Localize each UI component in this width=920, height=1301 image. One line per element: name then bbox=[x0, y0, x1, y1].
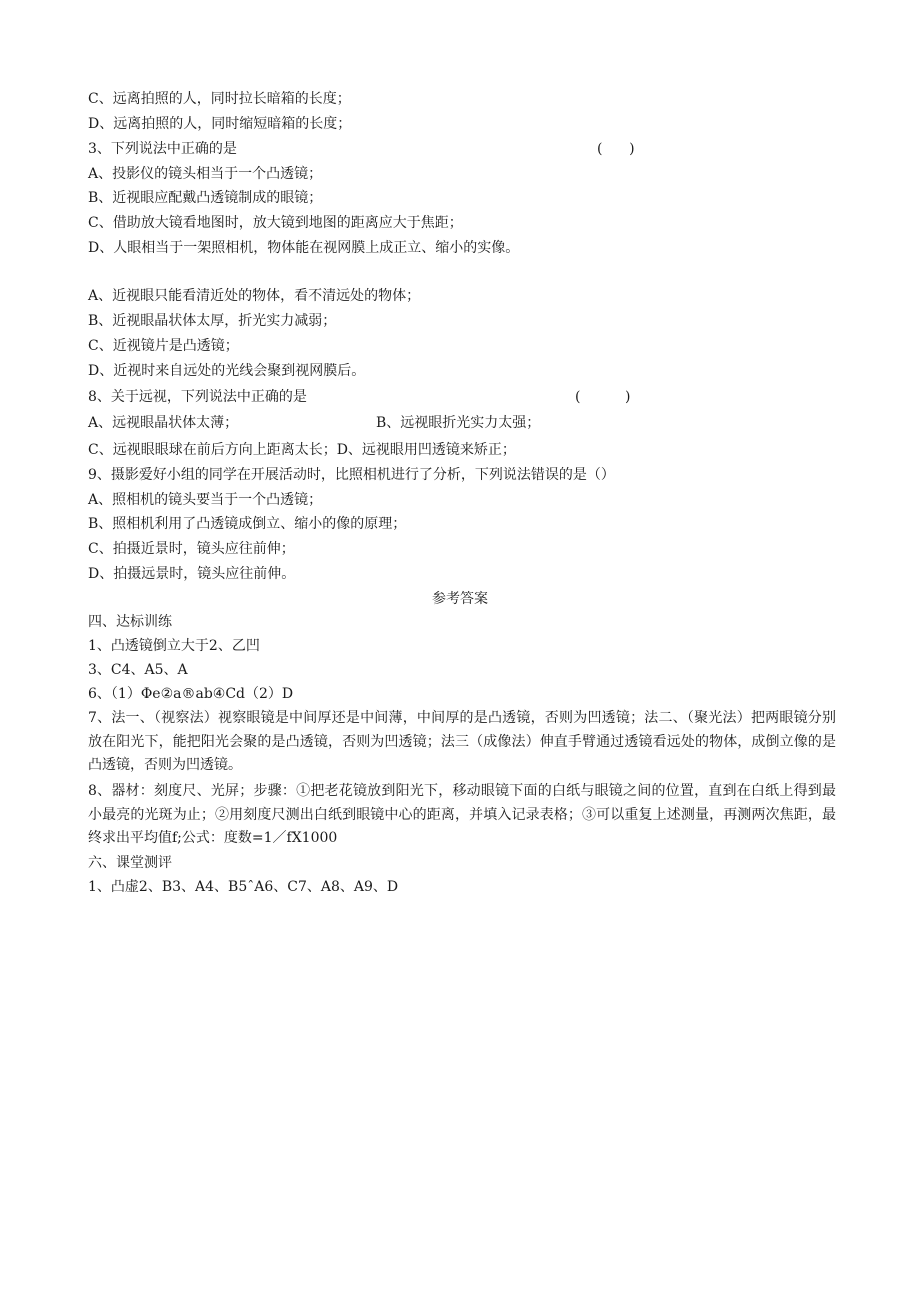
q2-option-d: D、远离拍照的人，同时缩短暗箱的长度； bbox=[88, 116, 352, 132]
answer-3: 3、C4、A5、A bbox=[88, 662, 188, 678]
q8-option-b: B、远视眼折光实力太强； bbox=[376, 415, 541, 431]
q3-option-c: C、借助放大镜看地图时，放大镜到地图的距离应大于焦距； bbox=[88, 215, 463, 231]
section-6-heading: 六、课堂测评 bbox=[88, 855, 172, 871]
q8-stem: 8、关于远视，下列说法中正确的是 bbox=[88, 389, 307, 405]
q3-option-b: B、近视眼应配戴凸透镜制成的眼镜； bbox=[88, 190, 323, 206]
q8-option-a: A、远视眼晶状体太薄； bbox=[88, 415, 239, 431]
q2-option-c: C、远离拍照的人，同时拉长暗箱的长度； bbox=[88, 91, 351, 107]
q8-option-cd: C、远视眼眼球在前后方向上距离太长；D、远视眼用凹透镜来矫正； bbox=[88, 442, 516, 458]
test-answers: 1、凸虚2、B3、A4、B5ˆA6、C7、A8、A9、D bbox=[88, 879, 399, 895]
q3-stem: 3、下列说法中正确的是 bbox=[88, 141, 237, 157]
answers-title: 参考答案 bbox=[432, 591, 488, 607]
q9-option-c: C、拍摄近景时，镜头应往前伸； bbox=[88, 541, 295, 557]
q7-option-c: C、近视镜片是凸透镜； bbox=[88, 338, 239, 354]
answer-7: 7、法一、（视察法）视察眼镜是中间厚还是中间薄，中间厚的是凸透镜，否则为凹透镜；法二、（聚光法）把两眼镜分别放在阳光下，能把阳光会聚的是凸透镜，否则为凹透镜；法三（成像法）伸直手臂通过透镜看远处的物体，成倒立像的是凸透镜，否则为凹透镜。 bbox=[88, 710, 836, 773]
q3-option-a: A、投影仪的镜头相当于一个凸透镜； bbox=[88, 166, 323, 182]
q9-stem: 9、摄影爱好小组的同学在开展活动时，比照相机进行了分析，下列说法错误的是（） bbox=[88, 467, 615, 483]
q8-answer-paren: ( ) bbox=[575, 389, 631, 405]
q7-option-d: D、近视时来自远处的光线会聚到视网膜后。 bbox=[88, 363, 366, 379]
section-4-heading: 四、达标训练 bbox=[88, 614, 172, 630]
answer-8: 8、器材：刻度尺、光屏；步骤：①把老花镜放到阳光下，移动眼镜下面的白纸与眼镜之间的位置，直到在白纸上得到最小最亮的光斑为止；②用刻度尺测出白纸到眼镜中心的距离，并填入记录表格；③可以重复上述测量，再测两次焦距，最终求出平均值f;公式：度数=1／fX1000 bbox=[88, 783, 836, 846]
q7-option-a: A、近视眼只能看清近处的物体，看不清远处的物体； bbox=[88, 288, 421, 304]
q9-option-b: B、照相机利用了凸透镜成倒立、缩小的像的原理； bbox=[88, 516, 407, 532]
q9-option-d: D、拍摄远景时，镜头应往前伸。 bbox=[88, 566, 296, 582]
answer-1: 1、凸透镜倒立大于2、乙凹 bbox=[88, 638, 260, 654]
q3-answer-paren: ( ) bbox=[597, 141, 635, 157]
q3-option-d: D、人眼相当于一架照相机，物体能在视网膜上成正立、缩小的实像。 bbox=[88, 240, 520, 256]
q9-option-a: A、照相机的镜头要当于一个凸透镜； bbox=[88, 492, 323, 508]
answer-6: 6、（1）Φe②a®ab④Cd（2）D bbox=[88, 686, 294, 702]
q7-option-b: B、近视眼晶状体太厚，折光实力减弱； bbox=[88, 313, 337, 329]
